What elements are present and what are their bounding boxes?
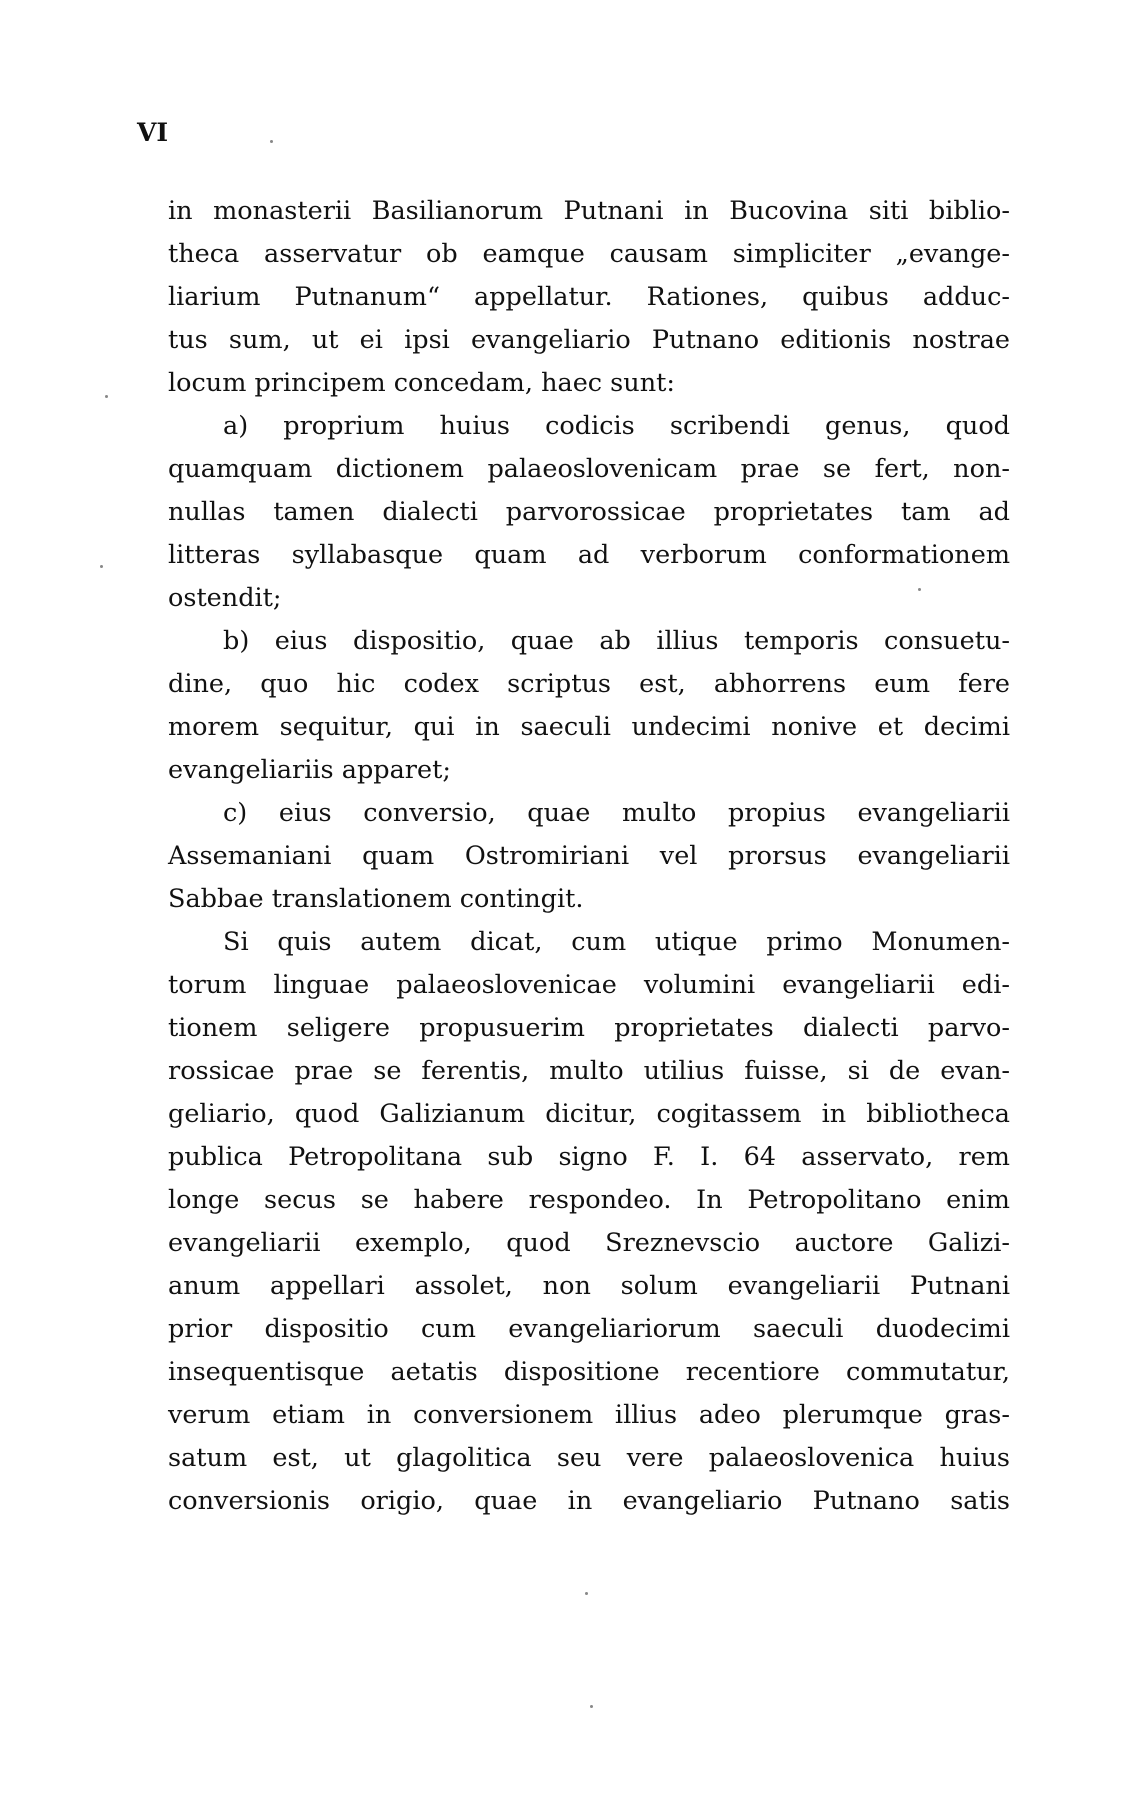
- text-line: locum principem concedam, haec sunt:: [168, 368, 675, 398]
- text-line: quamquam dictionem palaeoslovenicam prae se fert, non-: [168, 454, 1010, 484]
- text-line: nullas tamen dialecti parvorossicae proprietates tam ad: [168, 497, 1010, 527]
- text-line: c) eius conversio, quae multo propius evangeliarii: [223, 798, 1010, 828]
- text-line: prior dispositio cum evangeliariorum saeculi duodecimi: [168, 1314, 1010, 1344]
- text-line: verum etiam in conversionem illius adeo plerumque gras-: [168, 1400, 1010, 1430]
- text-line: tionem seligere propusuerim proprietates dialecti parvo-: [168, 1013, 1010, 1043]
- text-line: theca asservatur ob eamque causam simpliciter „evange-: [168, 239, 1010, 269]
- text-line: longe secus se habere respondeo. In Petropolitano enim: [168, 1185, 1010, 1215]
- scan-speck: [918, 588, 921, 591]
- text-line: litteras syllabasque quam ad verborum conformationem: [168, 540, 1010, 570]
- text-line: a) proprium huius codicis scribendi genus, quod: [223, 411, 1010, 441]
- scan-speck: [585, 1592, 588, 1595]
- text-line: evangeliariis apparet;: [168, 755, 451, 785]
- text-line: insequentisque aetatis dispositione recentiore commutatur,: [168, 1357, 1010, 1387]
- text-line: evangeliarii exemplo, quod Sreznevscio auctore Galizi-: [168, 1228, 1010, 1258]
- text-line: dine, quo hic codex scriptus est, abhorrens eum fere: [168, 669, 1010, 699]
- scan-speck: [590, 1705, 593, 1708]
- text-line: Sabbae translationem contingit.: [168, 884, 584, 914]
- scan-speck: [270, 140, 273, 143]
- scan-speck: [105, 395, 108, 398]
- page-number: VI: [137, 118, 169, 147]
- text-line: torum linguae palaeoslovenicae volumini evangeliarii edi-: [168, 970, 1010, 1000]
- body-text: [168, 190, 1010, 1523]
- text-line: morem sequitur, qui in saeculi undecimi nonive et decimi: [168, 712, 1010, 742]
- text-line: tus sum, ut ei ipsi evangeliario Putnano editionis nostrae: [168, 325, 1010, 355]
- text-line: publica Petropolitana sub signo F. I. 64 asservato, rem: [168, 1142, 1010, 1172]
- text-line: Assemaniani quam Ostromiriani vel prorsus evangeliarii: [168, 841, 1010, 871]
- text-line: geliario, quod Galizianum dicitur, cogitassem in bibliotheca: [168, 1099, 1010, 1129]
- text-line: Si quis autem dicat, cum utique primo Monumen-: [223, 927, 1010, 957]
- text-line: satum est, ut glagolitica seu vere palaeoslovenica huius: [168, 1443, 1010, 1473]
- text-line: rossicae prae se ferentis, multo utilius fuisse, si de evan-: [168, 1056, 1010, 1086]
- text-line: in monasterii Basilianorum Putnani in Bucovina siti biblio-: [168, 196, 1010, 226]
- text-line: b) eius dispositio, quae ab illius temporis consuetu-: [223, 626, 1010, 656]
- text-line: liarium Putnanum“ appellatur. Rationes, quibus adduc-: [168, 282, 1010, 312]
- scan-speck: [100, 565, 103, 568]
- text-line: conversionis origio, quae in evangeliario Putnano satis: [168, 1486, 1010, 1516]
- text-line: ostendit;: [168, 583, 282, 613]
- text-line: anum appellari assolet, non solum evangeliarii Putnani: [168, 1271, 1010, 1301]
